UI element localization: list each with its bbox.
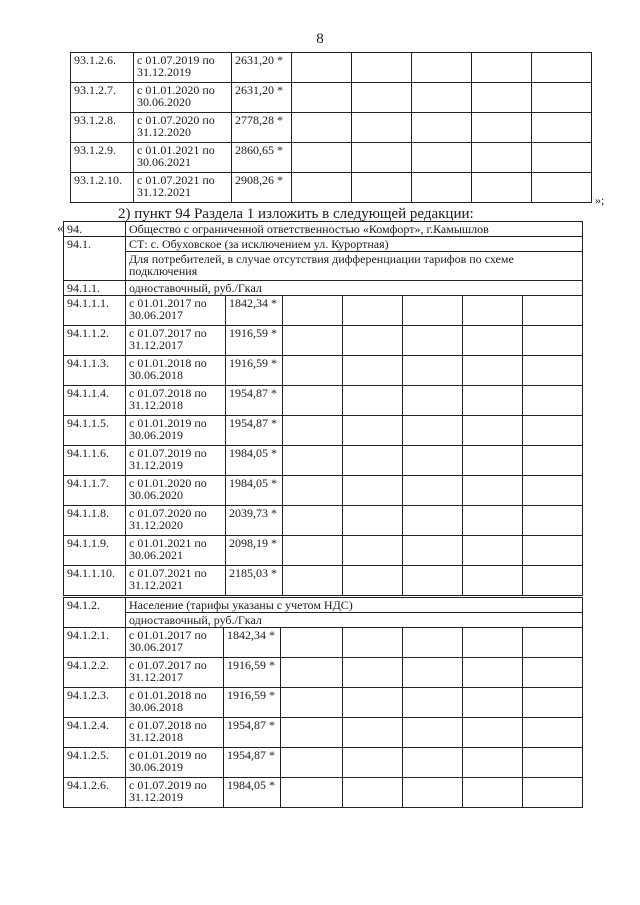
empty-cell	[292, 53, 352, 83]
empty-cell	[472, 173, 532, 203]
empty-cell	[292, 113, 352, 143]
tariff-table-94	[63, 221, 583, 596]
empty-cell	[523, 778, 583, 808]
st-row	[64, 237, 583, 252]
table-row	[64, 628, 583, 658]
row-value: 1984,05 *	[226, 446, 283, 476]
empty-cell	[292, 173, 352, 203]
empty-cell	[403, 658, 463, 688]
row-code: 94.1.1.1.	[64, 296, 126, 326]
row-period: с 01.07.2021 по 31.12.2021	[126, 566, 226, 596]
row-value: 1984,05 *	[226, 476, 283, 506]
row-period: с 01.07.2019 по 31.12.2019	[134, 53, 232, 83]
row-period: с 01.01.2019 по 30.06.2019	[126, 748, 224, 778]
row-value: 2908,26 *	[232, 173, 292, 203]
empty-cell	[523, 566, 583, 596]
empty-cell	[523, 718, 583, 748]
empty-cell	[281, 718, 343, 748]
empty-cell	[412, 113, 472, 143]
empty-cell	[472, 83, 532, 113]
empty-cell	[352, 83, 412, 113]
empty-cell	[523, 476, 583, 506]
page-number: 8	[316, 31, 324, 47]
pop-code: 94.1.2.	[64, 598, 126, 628]
row-value: 1916,59 *	[224, 658, 281, 688]
consumers-label: Для потребителей, в случае отсутствия дифференциации тарифов по схеме подключения	[126, 252, 583, 281]
row-value: 1916,59 *	[226, 356, 283, 386]
row-period: с 01.01.2020 по 30.06.2020	[134, 83, 232, 113]
rate-row	[64, 281, 583, 296]
empty-cell	[523, 506, 583, 536]
empty-cell	[532, 113, 592, 143]
empty-cell	[343, 416, 403, 446]
empty-cell	[283, 476, 343, 506]
org-code: 94.	[64, 222, 126, 237]
row-period: с 01.01.2021 по 30.06.2021	[134, 143, 232, 173]
row-period: с 01.07.2017 по 31.12.2017	[126, 658, 224, 688]
empty-cell	[472, 53, 532, 83]
empty-cell	[523, 628, 583, 658]
empty-cell	[352, 173, 412, 203]
empty-cell	[463, 356, 523, 386]
empty-cell	[403, 506, 463, 536]
row-code: 93.1.2.10.	[71, 173, 134, 203]
empty-cell	[343, 356, 403, 386]
rate-label: одноставочный, руб./Гкал	[126, 281, 583, 296]
row-code: 94.1.2.1.	[64, 628, 126, 658]
row-period: с 01.07.2017 по 31.12.2017	[126, 326, 226, 356]
row-value: 1984,05 *	[224, 778, 281, 808]
empty-cell	[343, 446, 403, 476]
empty-cell	[532, 83, 592, 113]
empty-cell	[281, 658, 343, 688]
empty-cell	[532, 143, 592, 173]
table-row	[64, 326, 583, 356]
empty-cell	[463, 566, 523, 596]
tariff-table-population	[63, 597, 583, 808]
empty-cell	[283, 326, 343, 356]
pop-row	[64, 598, 583, 613]
pop-name: Население (тарифы указаны с учетом НДС)	[126, 598, 583, 613]
empty-cell	[523, 446, 583, 476]
empty-cell	[463, 386, 523, 416]
table-row	[64, 536, 583, 566]
row-code: 94.1.2.5.	[64, 748, 126, 778]
empty-cell	[403, 296, 463, 326]
table-row	[64, 416, 583, 446]
row-period: с 01.01.2017 по 30.06.2017	[126, 296, 226, 326]
empty-cell	[523, 296, 583, 326]
table-row	[64, 506, 583, 536]
empty-cell	[463, 778, 523, 808]
table-row	[71, 173, 592, 203]
row-code: 94.1.1.10.	[64, 566, 126, 596]
opening-quote: «	[57, 220, 64, 235]
empty-cell	[463, 476, 523, 506]
empty-cell	[463, 446, 523, 476]
empty-cell	[412, 53, 472, 83]
table-row	[64, 476, 583, 506]
empty-cell	[523, 658, 583, 688]
row-code: 94.1.1.9.	[64, 536, 126, 566]
empty-cell	[352, 143, 412, 173]
empty-cell	[283, 506, 343, 536]
row-value: 1954,87 *	[224, 748, 281, 778]
row-period: с 01.01.2020 по 30.06.2020	[126, 476, 226, 506]
table-row	[64, 356, 583, 386]
empty-cell	[463, 688, 523, 718]
org-row	[64, 222, 583, 237]
row-value: 2631,20 *	[232, 53, 292, 83]
row-code: 94.1.2.6.	[64, 778, 126, 808]
consumers-row	[64, 252, 583, 281]
empty-cell	[463, 658, 523, 688]
empty-cell	[281, 688, 343, 718]
empty-cell	[403, 688, 463, 718]
empty-cell	[343, 688, 403, 718]
empty-cell	[343, 536, 403, 566]
table-row	[64, 748, 583, 778]
empty-cell	[403, 386, 463, 416]
empty-cell	[463, 718, 523, 748]
empty-cell	[343, 748, 403, 778]
row-value: 1954,87 *	[226, 386, 283, 416]
row-code: 94.1.1.8.	[64, 506, 126, 536]
table-row	[64, 566, 583, 596]
empty-cell	[532, 53, 592, 83]
empty-cell	[283, 446, 343, 476]
row-value: 1842,34 *	[226, 296, 283, 326]
empty-cell	[403, 628, 463, 658]
empty-cell	[352, 53, 412, 83]
empty-cell	[281, 778, 343, 808]
closing-quote: »;	[595, 193, 605, 207]
empty-cell	[463, 536, 523, 566]
empty-cell	[463, 506, 523, 536]
row-period: с 01.07.2018 по 31.12.2018	[126, 718, 224, 748]
empty-cell	[463, 296, 523, 326]
rate-code: 94.1.1.	[64, 281, 126, 296]
empty-cell	[281, 748, 343, 778]
empty-cell	[532, 173, 592, 203]
empty-cell	[283, 356, 343, 386]
empty-cell	[403, 446, 463, 476]
row-code: 94.1.1.5.	[64, 416, 126, 446]
table-row	[71, 113, 592, 143]
row-code: 94.1.1.2.	[64, 326, 126, 356]
empty-cell	[463, 628, 523, 658]
row-value: 2631,20 *	[232, 83, 292, 113]
empty-cell	[463, 326, 523, 356]
row-code: 93.1.2.6.	[71, 53, 134, 83]
empty-cell	[523, 326, 583, 356]
empty-cell	[343, 658, 403, 688]
empty-cell	[463, 416, 523, 446]
org-name: Общество с ограниченной ответственностью «Комфорт», г.Камышлов	[126, 222, 583, 237]
row-code: 94.1.2.2.	[64, 658, 126, 688]
table-row	[64, 386, 583, 416]
row-period: с 01.07.2020 по 31.12.2020	[134, 113, 232, 143]
row-code: 94.1.2.4.	[64, 718, 126, 748]
st-name: СТ: с. Обуховское (за исключением ул. Курортная)	[126, 237, 583, 252]
pop-rate-label: одноставочный, руб./Гкал	[126, 613, 583, 628]
amendment-paragraph: 2) пункт 94 Раздела 1 изложить в следующей редакции:	[118, 206, 474, 222]
row-code: 93.1.2.9.	[71, 143, 134, 173]
table-row	[71, 143, 592, 173]
pop-rate-row	[64, 613, 583, 628]
table-row	[64, 658, 583, 688]
empty-cell	[283, 416, 343, 446]
row-period: с 01.07.2019 по 31.12.2019	[126, 778, 224, 808]
row-code: 94.1.1.6.	[64, 446, 126, 476]
row-code: 93.1.2.7.	[71, 83, 134, 113]
table-row	[64, 778, 583, 808]
empty-cell	[281, 628, 343, 658]
row-code: 94.1.1.7.	[64, 476, 126, 506]
empty-cell	[523, 748, 583, 778]
row-period: с 01.01.2019 по 30.06.2019	[126, 416, 226, 446]
empty-cell	[343, 778, 403, 808]
table-row	[71, 53, 592, 83]
table-row	[64, 296, 583, 326]
st-code: 94.1.	[64, 237, 126, 281]
empty-cell	[403, 778, 463, 808]
empty-cell	[403, 326, 463, 356]
row-value: 1916,59 *	[224, 688, 281, 718]
row-value: 2185,03 *	[226, 566, 283, 596]
row-code: 94.1.2.3.	[64, 688, 126, 718]
empty-cell	[283, 386, 343, 416]
table-row	[71, 83, 592, 113]
empty-cell	[523, 386, 583, 416]
empty-cell	[343, 476, 403, 506]
empty-cell	[343, 718, 403, 748]
empty-cell	[283, 566, 343, 596]
empty-cell	[412, 83, 472, 113]
empty-cell	[343, 326, 403, 356]
row-period: с 01.07.2021 по 31.12.2021	[134, 173, 232, 203]
row-value: 1954,87 *	[224, 718, 281, 748]
empty-cell	[283, 536, 343, 566]
empty-cell	[472, 113, 532, 143]
empty-cell	[403, 356, 463, 386]
row-value: 2860,65 *	[232, 143, 292, 173]
table-row	[64, 446, 583, 476]
tariff-table-93	[70, 52, 592, 203]
empty-cell	[403, 748, 463, 778]
empty-cell	[403, 536, 463, 566]
row-period: с 01.01.2017 по 30.06.2017	[126, 628, 224, 658]
row-period: с 01.01.2021 по 30.06.2021	[126, 536, 226, 566]
row-value: 2039,73 *	[226, 506, 283, 536]
row-code: 93.1.2.8.	[71, 113, 134, 143]
table-row	[64, 718, 583, 748]
empty-cell	[292, 143, 352, 173]
empty-cell	[343, 566, 403, 596]
empty-cell	[412, 143, 472, 173]
empty-cell	[352, 113, 412, 143]
empty-cell	[463, 748, 523, 778]
empty-cell	[343, 506, 403, 536]
empty-cell	[472, 143, 532, 173]
empty-cell	[523, 356, 583, 386]
row-code: 94.1.1.4.	[64, 386, 126, 416]
empty-cell	[283, 296, 343, 326]
empty-cell	[403, 566, 463, 596]
empty-cell	[523, 688, 583, 718]
row-period: с 01.07.2020 по 31.12.2020	[126, 506, 226, 536]
empty-cell	[403, 718, 463, 748]
empty-cell	[523, 536, 583, 566]
empty-cell	[343, 386, 403, 416]
empty-cell	[403, 476, 463, 506]
row-period: с 01.07.2019 по 31.12.2019	[126, 446, 226, 476]
row-period: с 01.07.2018 по 31.12.2018	[126, 386, 226, 416]
row-value: 1916,59 *	[226, 326, 283, 356]
row-value: 2098,19 *	[226, 536, 283, 566]
row-period: с 01.01.2018 по 30.06.2018	[126, 356, 226, 386]
empty-cell	[523, 416, 583, 446]
empty-cell	[343, 296, 403, 326]
row-value: 2778,28 *	[232, 113, 292, 143]
row-period: с 01.01.2018 по 30.06.2018	[126, 688, 224, 718]
empty-cell	[403, 416, 463, 446]
empty-cell	[412, 173, 472, 203]
table-row	[64, 688, 583, 718]
empty-cell	[292, 83, 352, 113]
row-value: 1954,87 *	[226, 416, 283, 446]
row-value: 1842,34 *	[224, 628, 281, 658]
empty-cell	[343, 628, 403, 658]
row-code: 94.1.1.3.	[64, 356, 126, 386]
